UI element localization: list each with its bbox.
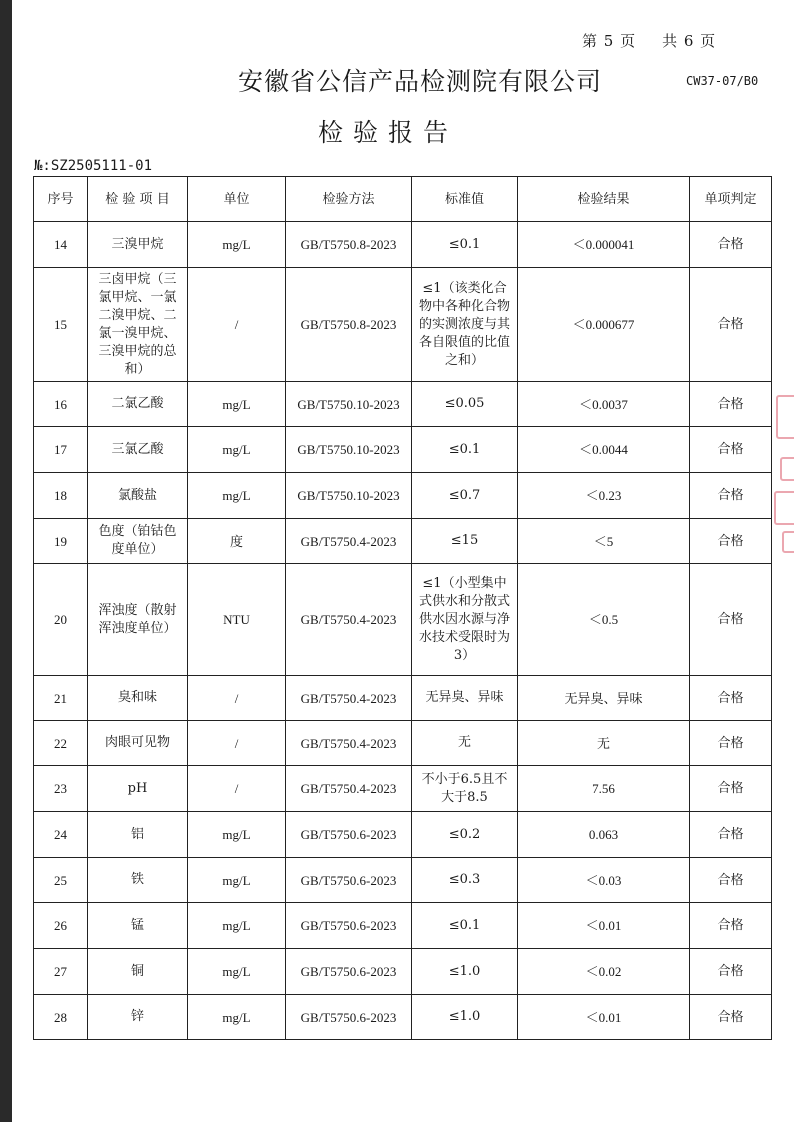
row-verdict: 合格	[690, 858, 772, 903]
row-item: 铁	[88, 858, 188, 903]
row-verdict: 合格	[690, 519, 772, 564]
row-item: 肉眼可见物	[88, 721, 188, 766]
col-header-standard: 标准值	[412, 177, 518, 222]
row-result: ＜5	[518, 519, 690, 564]
row-unit: mg/L	[188, 995, 286, 1040]
row-standard: ≤15	[412, 519, 518, 564]
row-result: ＜0.01	[518, 995, 690, 1040]
report-title: 检验报告	[318, 118, 459, 147]
col-header-verdict: 单项判定	[690, 177, 772, 222]
row-verdict: 合格	[690, 676, 772, 721]
row-verdict: 合格	[690, 564, 772, 676]
row-result: ＜0.0044	[518, 427, 690, 473]
form-code: CW37-07/B0	[686, 74, 759, 88]
row-standard: ≤0.05	[412, 382, 518, 427]
row-no: 16	[34, 382, 88, 427]
row-no: 23	[34, 766, 88, 812]
row-no: 15	[34, 268, 88, 382]
row-no: 20	[34, 564, 88, 676]
row-unit: mg/L	[188, 382, 286, 427]
row-verdict: 合格	[690, 812, 772, 858]
row-method: GB/T5750.6-2023	[286, 995, 412, 1040]
table-row	[34, 903, 772, 949]
row-no: 25	[34, 858, 88, 903]
row-result: ＜0.000677	[518, 268, 690, 382]
table-row	[34, 766, 772, 812]
col-header-unit: 单位	[188, 177, 286, 222]
row-no: 26	[34, 903, 88, 949]
row-unit: mg/L	[188, 222, 286, 268]
row-verdict: 合格	[690, 995, 772, 1040]
row-item: 臭和味	[88, 676, 188, 721]
row-method: GB/T5750.10-2023	[286, 473, 412, 519]
row-verdict: 合格	[690, 222, 772, 268]
row-no: 24	[34, 812, 88, 858]
row-no: 18	[34, 473, 88, 519]
row-unit: NTU	[188, 564, 286, 676]
table-row	[34, 949, 772, 995]
row-method: GB/T5750.6-2023	[286, 812, 412, 858]
row-verdict: 合格	[690, 949, 772, 995]
col-header-result: 检验结果	[518, 177, 690, 222]
page-total: 共 6 页	[662, 32, 717, 50]
row-result: ＜0.23	[518, 473, 690, 519]
row-no: 14	[34, 222, 88, 268]
row-standard: ≤0.3	[412, 858, 518, 903]
row-result: 7.56	[518, 766, 690, 812]
results-table	[33, 176, 772, 1040]
row-unit: mg/L	[188, 812, 286, 858]
row-no: 27	[34, 949, 88, 995]
table-row	[34, 995, 772, 1040]
table-row	[34, 519, 772, 564]
row-standard: ≤0.1	[412, 222, 518, 268]
row-result: ＜0.5	[518, 564, 690, 676]
report-number: №:SZ2505111-01	[34, 158, 153, 174]
row-item: 氯酸盐	[88, 473, 188, 519]
row-standard: ≤1.0	[412, 949, 518, 995]
row-no: 21	[34, 676, 88, 721]
col-header-no: 序号	[34, 177, 88, 222]
row-item: 三溴甲烷	[88, 222, 188, 268]
row-method: GB/T5750.8-2023	[286, 222, 412, 268]
row-method: GB/T5750.6-2023	[286, 949, 412, 995]
row-standard: ≤0.1	[412, 903, 518, 949]
row-standard: 无	[412, 721, 518, 766]
table-row	[34, 268, 772, 382]
col-header-item: 检 验 项 目	[88, 177, 188, 222]
row-method: GB/T5750.8-2023	[286, 268, 412, 382]
row-method: GB/T5750.10-2023	[286, 427, 412, 473]
row-method: GB/T5750.4-2023	[286, 721, 412, 766]
row-standard: 不小于6.5且不大于8.5	[412, 766, 518, 812]
row-item: 铝	[88, 812, 188, 858]
table-header-row	[34, 177, 772, 222]
row-method: GB/T5750.4-2023	[286, 519, 412, 564]
row-result: 0.063	[518, 812, 690, 858]
row-result: ＜0.0037	[518, 382, 690, 427]
row-standard: 无异臭、异味	[412, 676, 518, 721]
table-row	[34, 564, 772, 676]
row-verdict: 合格	[690, 268, 772, 382]
row-verdict: 合格	[690, 473, 772, 519]
row-verdict: 合格	[690, 427, 772, 473]
row-result: ＜0.02	[518, 949, 690, 995]
row-item: 铜	[88, 949, 188, 995]
row-standard: ≤0.2	[412, 812, 518, 858]
row-item: 三氯乙酸	[88, 427, 188, 473]
table-row	[34, 676, 772, 721]
row-unit: mg/L	[188, 473, 286, 519]
row-method: GB/T5750.10-2023	[286, 382, 412, 427]
row-unit: /	[188, 676, 286, 721]
row-item: pH	[88, 766, 188, 812]
row-unit: /	[188, 721, 286, 766]
row-verdict: 合格	[690, 903, 772, 949]
row-method: GB/T5750.6-2023	[286, 858, 412, 903]
row-method: GB/T5750.4-2023	[286, 564, 412, 676]
row-standard: ≤1（该类化合物中各种化合物的实测浓度与其各自限值的比值之和）	[412, 268, 518, 382]
row-result: ＜0.03	[518, 858, 690, 903]
table-row	[34, 858, 772, 903]
row-unit: /	[188, 766, 286, 812]
row-item: 三卤甲烷（三氯甲烷、一氯二溴甲烷、二氯一溴甲烷、三溴甲烷的总和）	[88, 268, 188, 382]
row-method: GB/T5750.6-2023	[286, 903, 412, 949]
row-standard: ≤1.0	[412, 995, 518, 1040]
row-item: 锰	[88, 903, 188, 949]
row-unit: mg/L	[188, 903, 286, 949]
row-no: 17	[34, 427, 88, 473]
table-row	[34, 222, 772, 268]
col-header-method: 检验方法	[286, 177, 412, 222]
table-row	[34, 427, 772, 473]
row-method: GB/T5750.4-2023	[286, 676, 412, 721]
row-no: 22	[34, 721, 88, 766]
table-row	[34, 721, 772, 766]
row-standard: ≤0.7	[412, 473, 518, 519]
row-unit: 度	[188, 519, 286, 564]
row-item: 浑浊度（散射浑浊度单位）	[88, 564, 188, 676]
row-unit: mg/L	[188, 858, 286, 903]
row-result: 无	[518, 721, 690, 766]
page-current: 第 5 页	[582, 32, 637, 50]
row-unit: mg/L	[188, 949, 286, 995]
row-item: 色度（铂钴色度单位）	[88, 519, 188, 564]
row-no: 19	[34, 519, 88, 564]
row-standard: ≤0.1	[412, 427, 518, 473]
row-result: ＜0.000041	[518, 222, 690, 268]
row-method: GB/T5750.4-2023	[286, 766, 412, 812]
row-standard: ≤1（小型集中式供水和分散式供水因水源与净水技术受限时为3）	[412, 564, 518, 676]
row-result: 无异臭、异味	[518, 676, 690, 721]
table-row	[34, 812, 772, 858]
row-verdict: 合格	[690, 721, 772, 766]
page-binding-edge	[0, 0, 12, 1122]
row-item: 二氯乙酸	[88, 382, 188, 427]
row-no: 28	[34, 995, 88, 1040]
row-result: ＜0.01	[518, 903, 690, 949]
row-unit: /	[188, 268, 286, 382]
row-unit: mg/L	[188, 427, 286, 473]
red-seal-stamp-fragment	[772, 395, 794, 555]
table-row	[34, 382, 772, 427]
table-row	[34, 473, 772, 519]
row-item: 锌	[88, 995, 188, 1040]
row-verdict: 合格	[690, 766, 772, 812]
organization-name: 安徽省公信产品检测院有限公司	[238, 67, 603, 96]
page-number	[582, 30, 716, 51]
row-verdict: 合格	[690, 382, 772, 427]
